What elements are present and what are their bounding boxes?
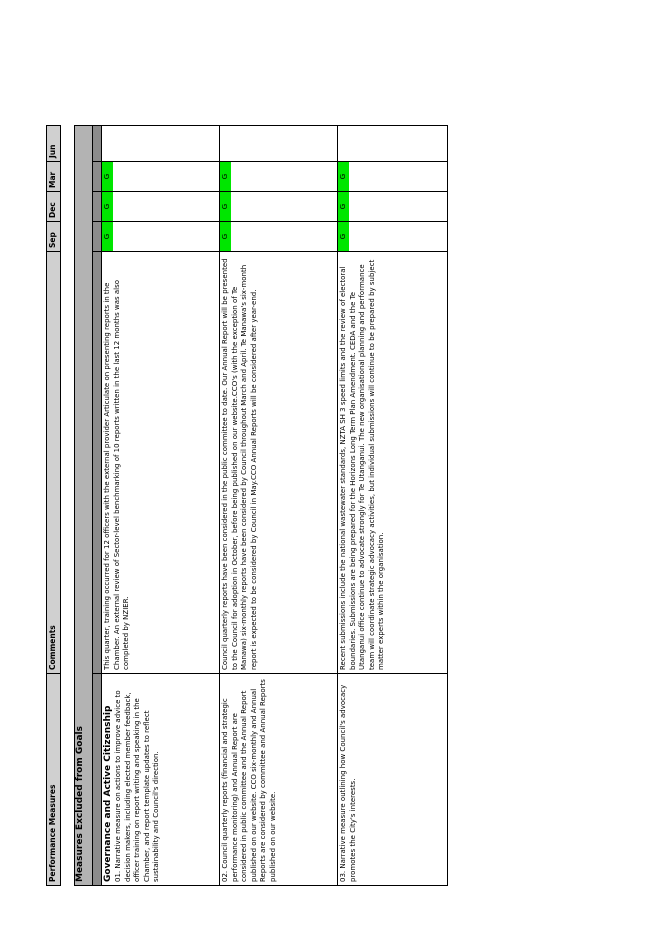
header-comments: Comments	[47, 252, 61, 674]
rating-empty	[102, 126, 220, 162]
header-dec: Dec	[47, 192, 61, 222]
measure-text: 01. Narrative measure on actions to improve advice to decision makers, including elected member feedback, officer training on report writing and speaking in the Chamber, and report template updates to reflect sustainability and Council's direction.	[114, 690, 161, 882]
rating-badge: G	[102, 162, 113, 191]
header-sep: Sep	[47, 222, 61, 252]
rating-badge: G	[102, 192, 113, 221]
comment-text: Recent submissions include the national wastewater standards, NZTA SH 3 speed limits and the review of electoral boundaries. Submissions are being prepared for the Horizons Long Term Plan Amendment. CEDA and the Te Utanganui office continue to advocate strongly for Te Utanganui. The new organisational planning and performance team will coordinate strategic advocacy activities, but individual submissions will continue to be prepared by subject matter experts within the organisation.	[338, 252, 448, 674]
subsection-title: Governance and Active Citizenship	[103, 705, 113, 882]
table-row	[220, 126, 338, 886]
rating-badge: G	[220, 192, 231, 221]
table-row	[102, 126, 220, 886]
rating-badge: G	[338, 192, 349, 221]
table-row	[338, 126, 448, 886]
rating-empty	[338, 126, 448, 162]
comment-text: Council quarterly reports have been considered in the public committee to date. Our Annual Report will be presented to the Council for adoption in October, before being published on our website.CCO's (with the exception of Te Manawa) six-monthly reports have been considered by Council throughout March and April. Te Manawa's six-month report is expected to be considered by Council in May.CCO Annual Reports will be considered after year-end.	[220, 252, 338, 674]
header-row	[47, 126, 61, 886]
rotated-report-table	[46, 126, 438, 886]
header-jun: Jun	[47, 126, 61, 162]
comment-text: This quarter, training occurred for 12 officers with the external provider Articulate on presenting reports in the Chamber. An external review of Sector-level benchmarking of 10 reports written in the last 12 months was also completed by NZIER.	[102, 252, 220, 674]
rating-badge: G	[220, 162, 231, 191]
subsection-bar	[93, 126, 102, 886]
measure-text: 03. Narrative measure outlining how Council's advocacy promotes the City's interests.	[338, 674, 448, 886]
rating-badge: G	[220, 222, 231, 251]
section-title: Measures Excluded from Goals	[75, 126, 93, 886]
header-measures: Performance Measures	[47, 674, 61, 886]
measure-text: 02. Council quarterly reports (financial and strategic performance monitoring) and Annual Report are considered in public committee and the Annual Report published on our website. CCO six-monthly and Annual Reports are considered by committee and Annual Reports published on our website.	[220, 674, 338, 886]
performance-table	[46, 125, 448, 886]
spacer-row	[61, 126, 75, 886]
header-mar: Mar	[47, 162, 61, 192]
rating-empty	[220, 126, 338, 162]
rating-badge: G	[102, 222, 113, 251]
section-row	[75, 126, 93, 886]
rating-badge: G	[338, 162, 349, 191]
rating-badge: G	[338, 222, 349, 251]
